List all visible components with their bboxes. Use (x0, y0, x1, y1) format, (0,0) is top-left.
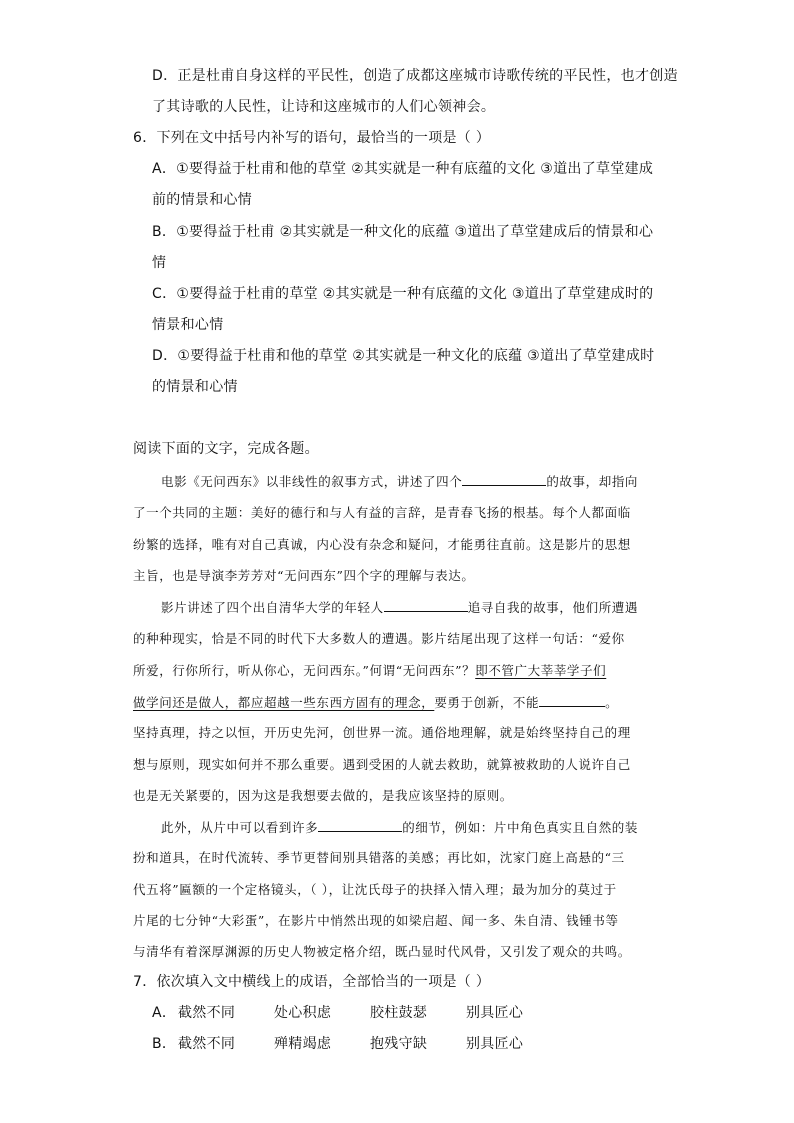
passage-p2-line6: 想与原则，现实如何并不那么重要。遇到受困的人就去救助，就算被救助的人说许自己 (133, 757, 631, 772)
q7-option-a (152, 1003, 523, 1023)
passage-p2-line3 (133, 661, 606, 681)
underlined-sentence: 即不管广大莘莘学子们 (475, 663, 607, 678)
q5-option-d-line1: D．正是杜甫自身这样的平民性，创造了成都这座城市诗歌传统的平民性，也才创造 (152, 68, 678, 84)
passage-text: 追寻自我的故事，他们所遭遇 (467, 600, 639, 615)
option-word: 胶柱鼓瑟 (370, 1005, 428, 1021)
option-word: 抱残守缺 (370, 1036, 428, 1052)
passage-text: 电影《无问西东》以非线性的叙事方式，讲述了四个 (161, 474, 463, 489)
passage-p3-line4: 片尾的七分钟“大彩蛋”，在影片中悄然出现的如梁启超、闻一多、朱自清、钱锺书等 (133, 913, 619, 928)
option-word: 别具匠心 (466, 1036, 524, 1052)
passage-text: 要勇于创新，不能 (434, 695, 540, 710)
q7-stem: 7．依次填入文中横线上的成语，全部恰当的一项是（ ） (133, 974, 491, 990)
passage-p2-line4 (133, 692, 618, 713)
underlined-sentence: 做学问还是做人，都应超越一些东西方固有的理念， (133, 695, 435, 710)
option-letter: A． (152, 1005, 177, 1021)
passage-p2-line7: 也是无关紧要的，因为这是我想要去做的，是我应该坚持的原则。 (133, 788, 513, 803)
passage-p1-line1 (161, 471, 638, 492)
fill-blank-2 (384, 597, 468, 612)
q5-option-d-line2: 了其诗歌的人民性，让诗和这座城市的人们心领神会。 (152, 99, 496, 115)
option-word: 别具匠心 (466, 1005, 524, 1021)
passage-p3-line2: 扮和道具，在时代流转、季节更替间别具错落的美感；再比如，沈家门庭上高悬的“三 (133, 850, 625, 865)
fill-blank-4 (318, 817, 402, 832)
passage-p3-line3: 代五将”匾额的一个定格镜头，（ ），让沈氏母子的抉择入情入理；最为加分的莫过于 (133, 882, 617, 897)
option-word: 处心积虑 (274, 1005, 332, 1021)
q6-stem: 6．下列在文中括号内补写的语句，最恰当的一项是（ ） (133, 130, 491, 146)
passage-text: 此外，从片中可以看到许多 (161, 820, 319, 835)
passage-p1-line4: 主旨，也是导演李芳芳对“无问西东”四个字的理解与表达。 (133, 568, 475, 583)
q6-option-a-line2: 前的情景和心情 (152, 192, 253, 208)
q6-option-b-line2: 情 (152, 255, 167, 271)
passage-p3-line5: 与清华有着深厚渊源的历史人物被定格介绍，既凸显时代风骨，又引发了观众的共鸣。 (133, 944, 631, 959)
reading-intro: 阅读下面的文字，完成各题。 (133, 441, 319, 457)
fill-blank-1 (462, 471, 546, 486)
q6-option-a-line1: A．①要得益于杜甫和他的草堂 ②其实就是一种有底蕴的文化 ③道出了草堂建成 (152, 161, 654, 177)
passage-text: 的细节，例如：片中角色真实且自然的装 (402, 820, 639, 835)
passage-text: 的故事，却指向 (546, 474, 639, 489)
passage-text: 所爱，行你所行，听从你心，无问西东。”何谓“无问西东”？ (133, 663, 476, 678)
option-letter: B． (152, 1036, 177, 1052)
q7-option-b (152, 1034, 523, 1054)
q6-option-c-line2: 情景和心情 (152, 317, 224, 333)
passage-text: 影片讲述了四个出自清华大学的年轻人 (161, 600, 384, 615)
passage-text: 。 (605, 695, 619, 710)
q6-option-c-line1: C．①要得益于杜甫的草堂 ②其实就是一种有底蕴的文化 ③道出了草堂建成时的 (152, 286, 654, 302)
q6-option-d-line2: 的情景和心情 (152, 379, 238, 395)
option-word: 殚精竭虑 (274, 1036, 332, 1052)
passage-p2-line5: 坚持真理，持之以恒，开历史先河，创世界一流。通俗地理解，就是始终坚持自己的理 (133, 725, 631, 740)
passage-p3-line1 (161, 817, 638, 838)
passage-p2-line1 (161, 597, 638, 618)
option-word: 截然不同 (178, 1005, 236, 1021)
q6-option-b-line1: B．①要得益于杜甫 ②其实就是一种文化的底蕴 ③道出了草堂建成后的情景和心 (152, 224, 654, 240)
passage-p2-line2: 的种种现实，恰是不同的时代下大多数人的遭遇。影片结尾出现了这样一句话：“爱你 (133, 631, 625, 646)
passage-p1-line2: 了一个共同的主题：美好的德行和与人有益的言辞，是青春飞扬的根基。每个人都面临 (133, 505, 631, 520)
fill-blank-3 (539, 692, 605, 707)
q6-option-d-line1: D．①要得益于杜甫和他的草堂 ②其实就是一种文化的底蕴 ③道出了草堂建成时 (152, 348, 655, 364)
option-word: 截然不同 (178, 1036, 236, 1052)
passage-p1-line3: 纷繁的选择，唯有对自己真诚，内心没有杂念和疑问，才能勇往直前。这是影片的思想 (133, 537, 631, 552)
